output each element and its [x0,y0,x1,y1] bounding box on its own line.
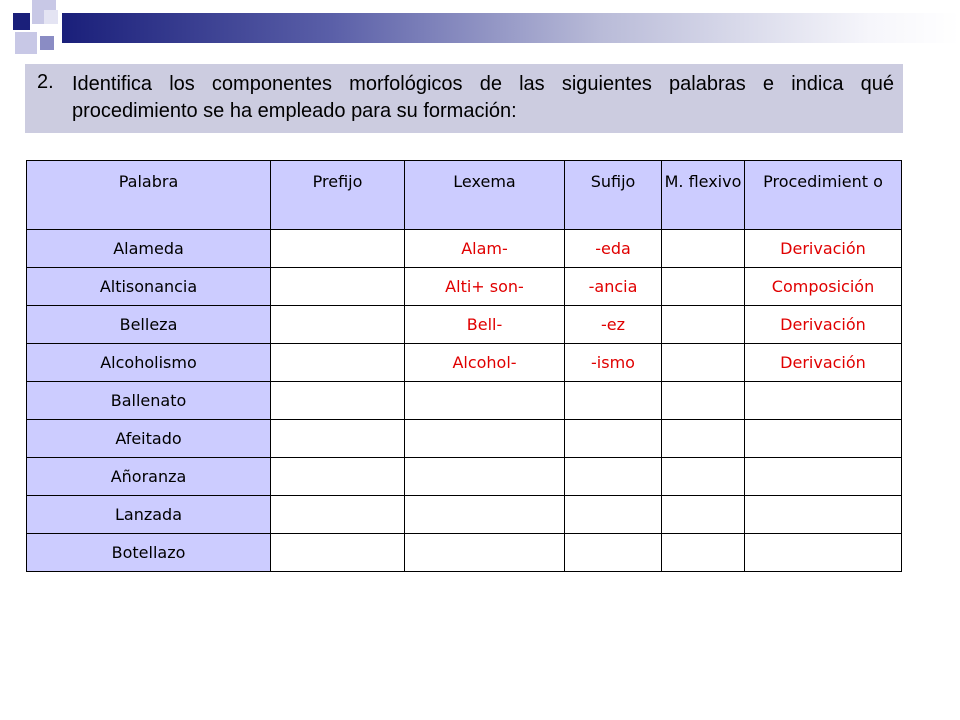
table-row [27,534,902,572]
table-row [27,344,902,382]
header-flexivo: M. flexivo [662,161,745,230]
header-prefijo: Prefijo [271,161,405,230]
cell-flexivo [662,496,745,534]
cell-lexema: Alti+ son- [405,268,565,306]
cell-flexivo [662,230,745,268]
header-gradient-bar [62,13,960,43]
corner-square-light [15,32,37,54]
cell-procedimiento [745,534,902,572]
cell-lexema [405,496,565,534]
cell-lexema: Alcohol- [405,344,565,382]
header-palabra: Palabra [27,161,271,230]
cell-lexema: Bell- [405,306,565,344]
question-text: Identifica los componentes morfológicos de las siguientes palabras e indica qué procedimiento se ha empleado para su formación: [72,73,894,122]
table-row [27,268,902,306]
cell-lexema [405,420,565,458]
table-row [27,496,902,534]
header-lexema: Lexema [405,161,565,230]
cell-procedimiento: Composición [745,268,902,306]
cell-sufijo [565,496,662,534]
cell-sufijo: -ancia [565,268,662,306]
cell-lexema: Alam- [405,230,565,268]
cell-sufijo: -eda [565,230,662,268]
table-row [27,420,902,458]
cell-palabra: Ballenato [27,382,271,420]
corner-square-pale [44,10,58,24]
cell-procedimiento [745,458,902,496]
cell-prefijo [271,344,405,382]
cell-procedimiento: Derivación [745,230,902,268]
table-header-row [27,161,902,230]
cell-flexivo [662,534,745,572]
cell-procedimiento: Derivación [745,306,902,344]
morphology-table [26,160,902,572]
table-row [27,382,902,420]
cell-sufijo [565,458,662,496]
cell-lexema [405,534,565,572]
cell-procedimiento [745,382,902,420]
cell-sufijo: -ismo [565,344,662,382]
cell-prefijo [271,306,405,344]
cell-palabra: Altisonancia [27,268,271,306]
cell-procedimiento [745,496,902,534]
corner-square-mid [40,36,54,50]
cell-palabra: Alameda [27,230,271,268]
cell-palabra: Alcoholismo [27,344,271,382]
cell-palabra: Belleza [27,306,271,344]
cell-lexema [405,458,565,496]
corner-square-dark [13,13,30,30]
table-row [27,230,902,268]
question-banner [25,64,903,133]
cell-prefijo [271,420,405,458]
cell-palabra: Añoranza [27,458,271,496]
cell-flexivo [662,382,745,420]
header-procedimiento: Procedimient o [745,161,902,230]
cell-procedimiento [745,420,902,458]
cell-palabra: Afeitado [27,420,271,458]
header-sufijo: Sufijo [565,161,662,230]
cell-flexivo [662,268,745,306]
table-row [27,306,902,344]
question-number: 2. [37,71,54,93]
cell-flexivo [662,420,745,458]
cell-sufijo [565,382,662,420]
table-row [27,458,902,496]
cell-palabra: Botellazo [27,534,271,572]
cell-sufijo [565,420,662,458]
cell-prefijo [271,458,405,496]
cell-prefijo [271,230,405,268]
cell-sufijo [565,534,662,572]
cell-flexivo [662,344,745,382]
cell-sufijo: -ez [565,306,662,344]
cell-prefijo [271,496,405,534]
cell-lexema [405,382,565,420]
cell-flexivo [662,306,745,344]
cell-prefijo [271,534,405,572]
cell-palabra: Lanzada [27,496,271,534]
cell-procedimiento: Derivación [745,344,902,382]
cell-prefijo [271,382,405,420]
cell-flexivo [662,458,745,496]
cell-prefijo [271,268,405,306]
